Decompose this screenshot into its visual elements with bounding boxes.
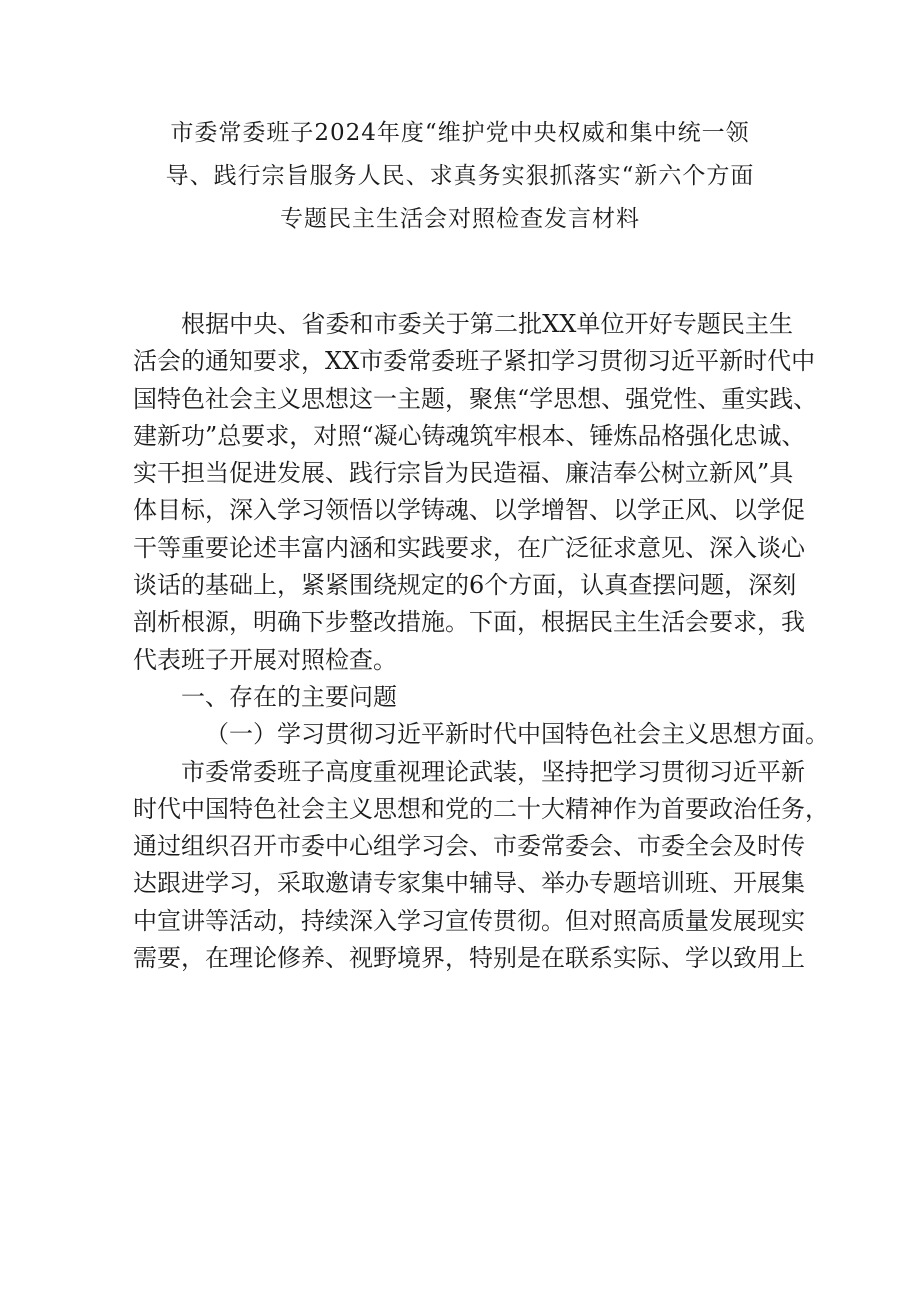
paragraph-line: 市委常委班子高度重视理论武装，坚持把学习贯彻习近平新 xyxy=(181,757,805,786)
title-line: 市委常委班子2024年度“维护党中央权威和集中统一领 xyxy=(170,120,750,146)
paragraph-line: 通过组织召开市委中心组学习会、市委常委会、市委全会及时传 xyxy=(133,832,805,861)
intro-line: 干等重要论述丰富内涵和实践要求，在广泛征求意见、深入谈心 xyxy=(133,533,805,562)
title-line: 导、践行宗旨服务人民、求真务实狠抓落实“新六个方面 xyxy=(165,163,755,189)
intro-line: 实干担当促进发展、践行宗旨为民造福、廉洁奉公树立新风”具 xyxy=(133,459,794,488)
paragraph-line: 达跟进学习，采取邀请专家集中辅导、举办专题培训班、开展集 xyxy=(133,869,805,898)
intro-line: 国特色社会主义思想这一主题，聚焦“学思想、强党性、重实践、 xyxy=(133,384,818,413)
paragraph-line: 时代中国特色社会主义思想和党的二十大精神作为首要政治任务， xyxy=(133,794,829,823)
intro-line: 剖析根源，明确下步整改措施。下面，根据民主生活会要求，我 xyxy=(133,608,805,637)
document-body xyxy=(133,306,829,977)
intro-line: 活会的通知要求，XX市委常委班子紧扣学习贯彻习近平新时代中 xyxy=(133,347,816,376)
title-line: 专题民主生活会对照检查发言材料 xyxy=(280,206,640,232)
section-heading: 一、存在的主要问题 xyxy=(181,682,397,711)
intro-line: 谈话的基础上，紧紧围绕规定的6个方面，认真查摆问题，深刻 xyxy=(133,571,797,600)
document-title xyxy=(100,112,820,241)
intro-line: 建新功”总要求，对照“凝心铸魂筑牢根本、锤炼品格强化忠诚、 xyxy=(133,421,806,450)
paragraph-line: 中宣讲等活动，持续深入学习宣传贯彻。但对照高质量发展现实 xyxy=(133,906,805,935)
subsection-heading: （一）学习贯彻习近平新时代中国特色社会主义思想方面。 xyxy=(205,720,829,749)
paragraph-line: 需要，在理论修养、视野境界，特别是在联系实际、学以致用上 xyxy=(133,944,805,973)
intro-line: 根据中央、省委和市委关于第二批XX单位开好专题民主生 xyxy=(181,310,793,338)
intro-line: 体目标，深入学习领悟以学铸魂、以学增智、以学正风、以学促 xyxy=(133,496,805,525)
intro-line: 代表班子开展对照检查。 xyxy=(133,645,397,674)
